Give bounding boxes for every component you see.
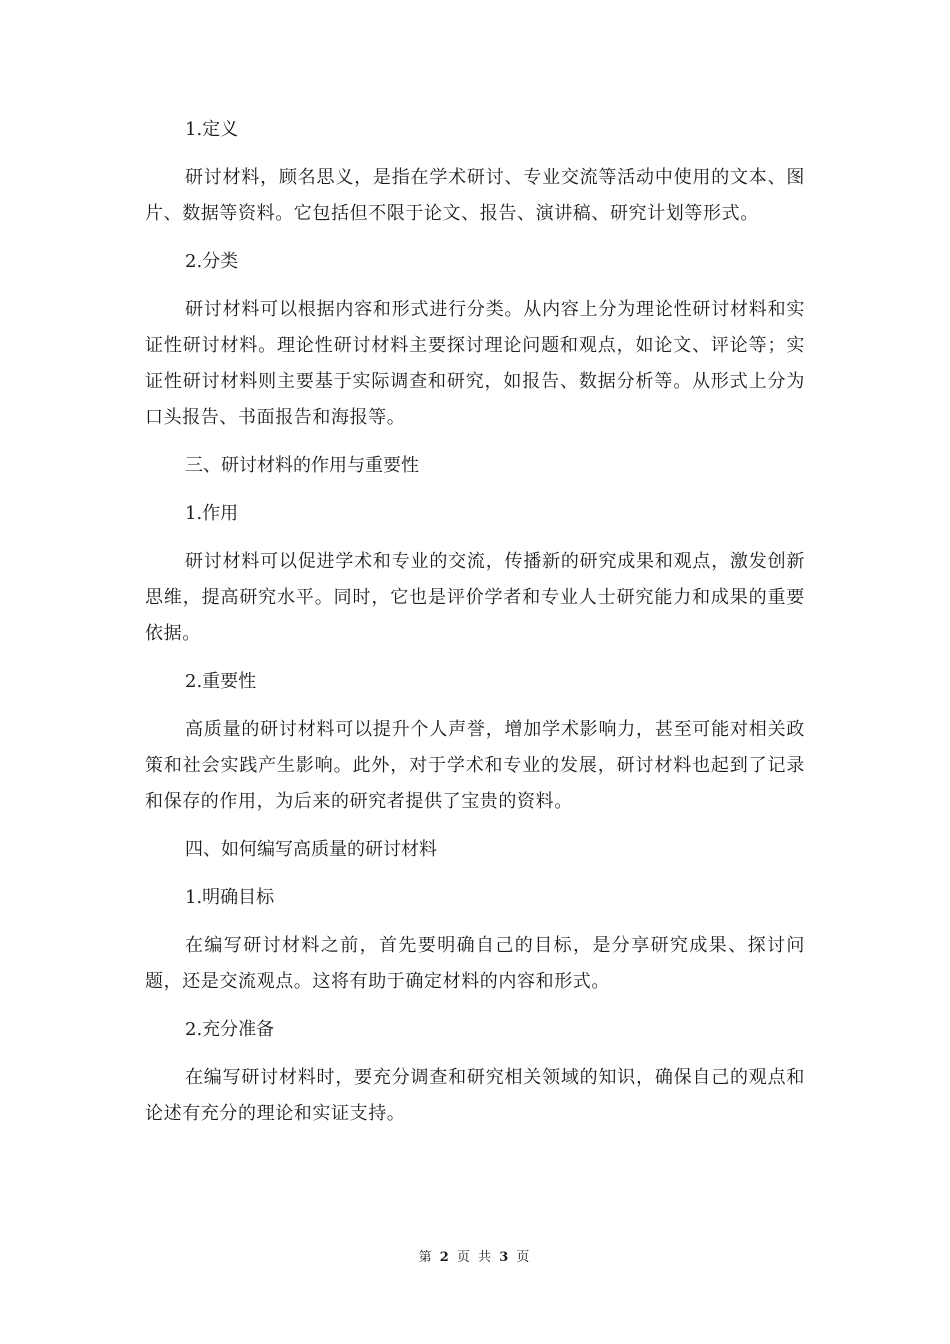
section-heading-clear-goal: 1.明确目标	[185, 887, 275, 908]
total-page-number: 3	[499, 1250, 511, 1265]
document-body	[145, 112, 805, 1144]
paragraph-clear-goal: 在编写研讨材料之前，首先要明确自己的目标，是分享研究成果、探讨问题，还是交流观点。这将有助于确定材料的内容和形式。	[145, 935, 805, 992]
paragraph-importance: 高质量的研讨材料可以提升个人声誉，增加学术影响力，甚至可能对相关政策和社会实践产生影响。此外，对于学术和专业的发展，研讨材料也起到了记录和保存的作用，为后来的研究者提供了宝贵的资料。	[145, 719, 805, 812]
paragraph-role: 研讨材料可以促进学术和专业的交流，传播新的研究成果和观点，激发创新思维，提高研究水平。同时，它也是评价学者和专业人士研究能力和成果的重要依据。	[145, 551, 805, 644]
page-footer	[0, 1248, 950, 1268]
section-heading-role: 1.作用	[185, 503, 239, 524]
section-heading-classification: 2.分类	[185, 251, 239, 272]
section-heading-preparation: 2.充分准备	[185, 1019, 275, 1040]
footer-middle: 页 共	[456, 1250, 494, 1265]
footer-suffix: 页	[516, 1250, 532, 1265]
current-page-number: 2	[439, 1250, 451, 1265]
chapter-heading-how-to-write: 四、如何编写高质量的研讨材料	[185, 839, 437, 860]
paragraph-preparation: 在编写研讨材料时，要充分调查和研究相关领域的知识，确保自己的观点和论述有充分的理论和实证支持。	[145, 1067, 805, 1124]
section-heading-definition: 1.定义	[185, 119, 239, 140]
footer-prefix: 第	[418, 1250, 434, 1265]
paragraph-definition: 研讨材料，顾名思义，是指在学术研讨、专业交流等活动中使用的文本、图片、数据等资料。它包括但不限于论文、报告、演讲稿、研究计划等形式。	[145, 167, 805, 224]
chapter-heading-role-importance: 三、研讨材料的作用与重要性	[185, 455, 419, 476]
section-heading-importance: 2.重要性	[185, 671, 257, 692]
paragraph-classification: 研讨材料可以根据内容和形式进行分类。从内容上分为理论性研讨材料和实证性研讨材料。理论性研讨材料主要探讨理论问题和观点，如论文、评论等；实证性研讨材料则主要基于实际调查和研究，如报告、数据分析等。从形式上分为口头报告、书面报告和海报等。	[145, 299, 805, 428]
